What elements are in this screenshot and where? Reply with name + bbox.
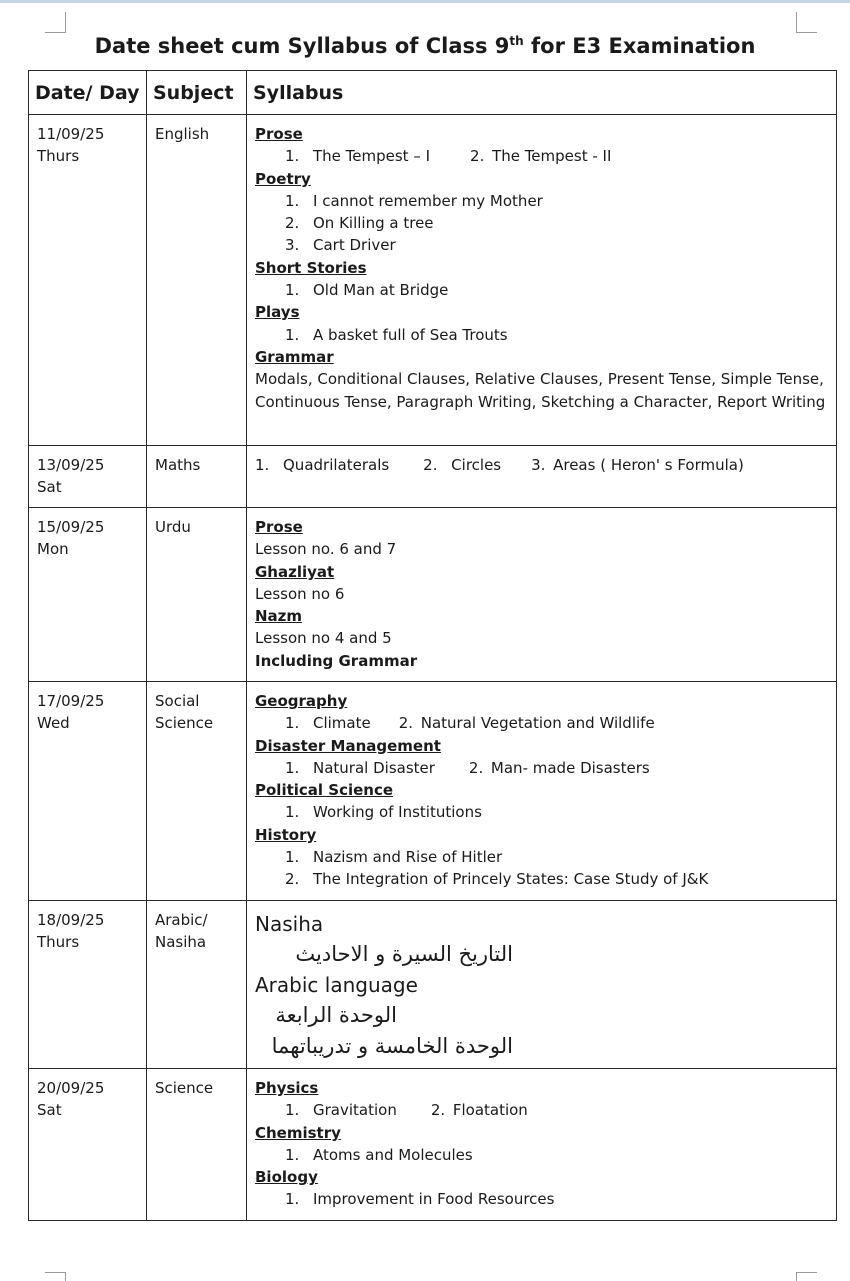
list-item: 1. Atoms and Molecules bbox=[285, 1145, 473, 1164]
section-heading: Prose bbox=[255, 125, 303, 143]
syllabus-cell bbox=[247, 115, 837, 446]
section-heading: Biology bbox=[255, 1168, 318, 1187]
section-heading: Plays bbox=[255, 303, 300, 322]
date-cell: 20/09/25 Sat bbox=[29, 1069, 147, 1221]
arabic-text: الوحدة الخامسة و تدريباتهما bbox=[271, 1034, 513, 1058]
section-heading: History bbox=[255, 825, 317, 844]
list-item: 1. The Tempest – I 2. The Tempest - II bbox=[285, 147, 612, 166]
syllabus-cell bbox=[247, 682, 837, 901]
syllabus-cell bbox=[247, 446, 837, 508]
arabic-text: التاريخ السيرة و الاحاديث bbox=[295, 942, 513, 966]
section-heading: Nazm bbox=[255, 607, 303, 626]
subject-cell: Urdu bbox=[147, 508, 247, 682]
table-row bbox=[29, 446, 837, 508]
list-item: 1. Working of Institutions bbox=[285, 803, 482, 822]
section-heading: Arabic language bbox=[255, 973, 418, 997]
section-heading: Short Stories bbox=[255, 258, 367, 277]
section-heading: Ghazliyat bbox=[255, 562, 335, 581]
list-item: 1. I cannot remember my Mother bbox=[285, 191, 543, 210]
section-heading: Political Science bbox=[255, 781, 394, 800]
header-date: Date/ Day bbox=[29, 71, 147, 115]
table-row bbox=[29, 901, 837, 1069]
table-row bbox=[29, 115, 837, 446]
section-heading: Disaster Management bbox=[255, 736, 441, 755]
crop-mark-top-right bbox=[796, 12, 817, 33]
subject-cell: Social Science bbox=[147, 682, 247, 901]
subject-cell: Arabic/ Nasiha bbox=[147, 901, 247, 1069]
grammar-text: Modals, Conditional Clauses, Relative Clauses, Present Tense, Simple Tense, Continuous Tense, Paragraph Writing, Sketching a Character, Report Writing bbox=[255, 370, 826, 411]
page-title: Date sheet cum Syllabus of Class 9th for E3 Examination bbox=[94, 34, 756, 58]
grammar-note: Including Grammar bbox=[255, 651, 418, 670]
section-heading: Poetry bbox=[255, 169, 311, 188]
datesheet-table bbox=[28, 70, 837, 1221]
list-item: 1. Climate 2. Natural Vegetation and Wildlife bbox=[285, 714, 655, 733]
list-item: Lesson no 6 bbox=[255, 584, 345, 603]
header-row bbox=[29, 71, 837, 115]
list-item: 1. Improvement in Food Resources bbox=[285, 1190, 555, 1209]
section-heading: Geography bbox=[255, 692, 348, 710]
section-heading: Prose bbox=[255, 518, 303, 536]
subject-cell: Maths bbox=[147, 446, 247, 508]
list-item: 1. Nazism and Rise of Hitler bbox=[285, 848, 503, 867]
crop-mark-top-left bbox=[45, 12, 66, 33]
list-item: 1. Quadrilaterals 2. Circles 3. Areas ( Heron' s Formula) bbox=[255, 456, 744, 474]
list-item: 1. Natural Disaster 2. Man- made Disasters bbox=[285, 758, 650, 777]
list-item: Lesson no. 6 and 7 bbox=[255, 540, 397, 559]
syllabus-cell bbox=[247, 508, 837, 682]
list-item: 3. Cart Driver bbox=[285, 236, 396, 255]
subject-cell: Science bbox=[147, 1069, 247, 1221]
date-cell: 18/09/25 Thurs bbox=[29, 901, 147, 1069]
table-row bbox=[29, 682, 837, 901]
syllabus-cell bbox=[247, 1069, 837, 1221]
subject-cell: English bbox=[147, 115, 247, 446]
syllabus-cell bbox=[247, 901, 837, 1069]
date-cell: 15/09/25 Mon bbox=[29, 508, 147, 682]
arabic-text: الوحدة الرابعة bbox=[275, 1003, 397, 1027]
list-item: 1. Gravitation 2. Floatation bbox=[285, 1101, 528, 1120]
date-cell: 17/09/25 Wed bbox=[29, 682, 147, 901]
section-heading: Chemistry bbox=[255, 1123, 341, 1142]
table-row bbox=[29, 508, 837, 682]
header-subject: Subject bbox=[147, 71, 247, 115]
date-cell: 13/09/25 Sat bbox=[29, 446, 147, 508]
table-row bbox=[29, 1069, 837, 1221]
section-heading: Grammar bbox=[255, 347, 334, 366]
top-border-line bbox=[0, 0, 850, 3]
date-cell: 11/09/25 Thurs bbox=[29, 115, 147, 446]
list-item: 2. The Integration of Princely States: Case Study of J&K bbox=[285, 870, 709, 889]
list-item: 1. A basket full of Sea Trouts bbox=[285, 325, 508, 344]
header-syllabus: Syllabus bbox=[247, 71, 837, 115]
section-heading: Physics bbox=[255, 1079, 319, 1097]
list-item: 2. On Killing a tree bbox=[285, 214, 434, 233]
list-item: Lesson no 4 and 5 bbox=[255, 629, 392, 648]
section-heading: Nasiha bbox=[255, 912, 324, 936]
list-item: 1. Old Man at Bridge bbox=[285, 281, 449, 300]
